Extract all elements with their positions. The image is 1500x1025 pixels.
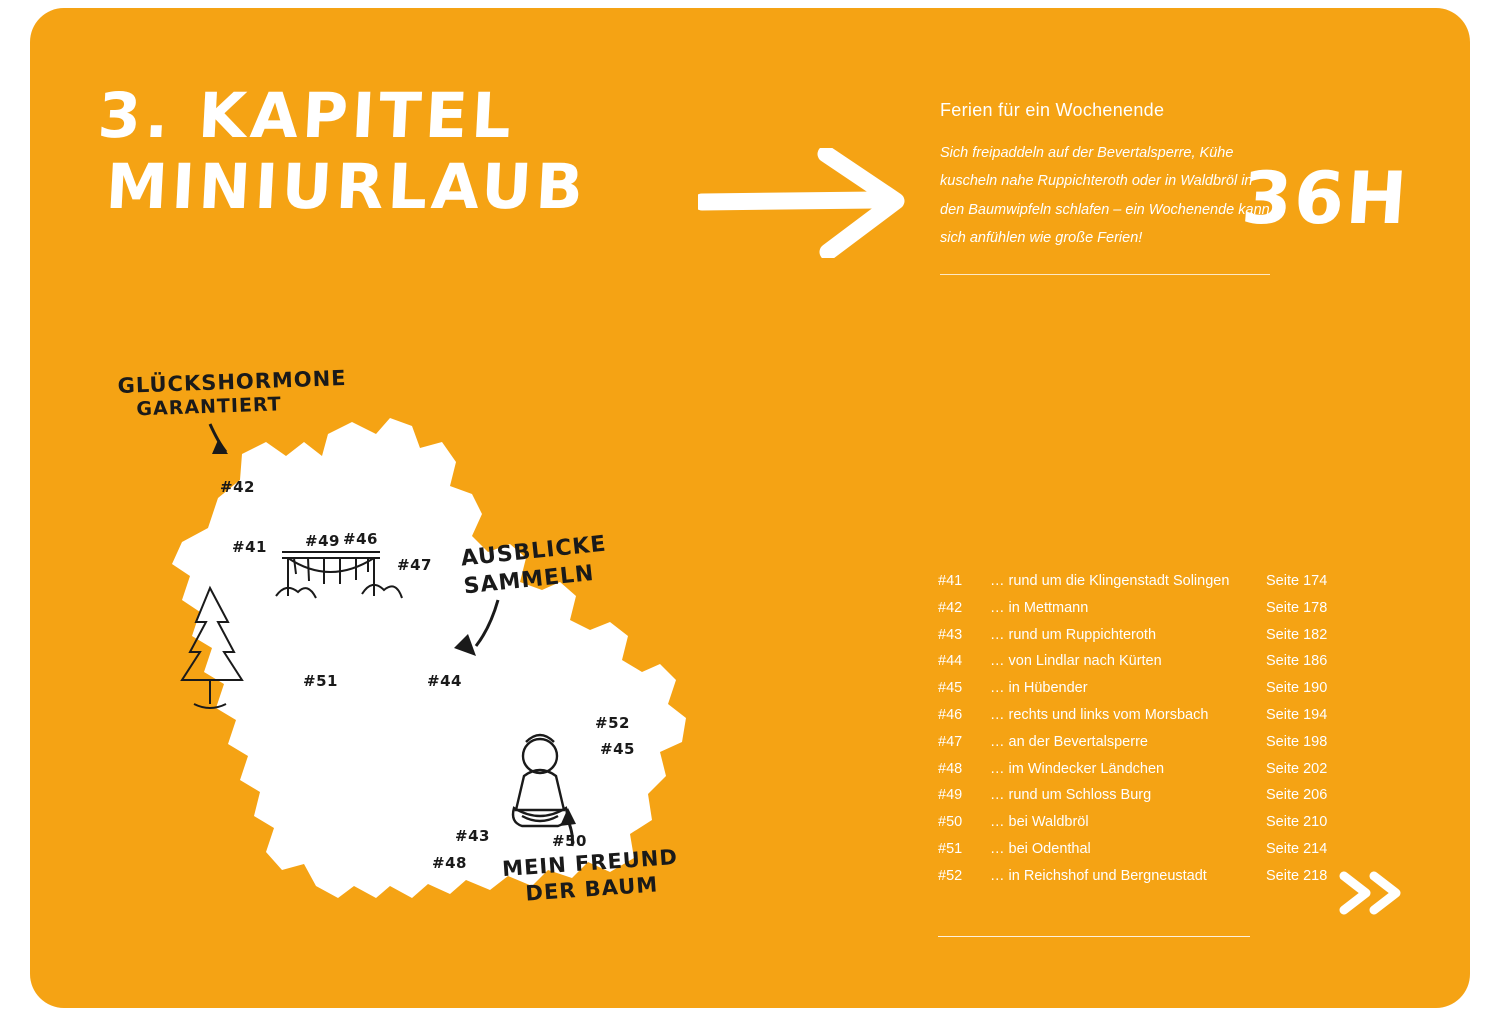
hours-badge: 36H <box>1238 156 1411 240</box>
index-number: #49 <box>938 787 963 804</box>
list-item[interactable] <box>938 814 1358 841</box>
list-item[interactable] <box>938 707 1358 734</box>
intro-block <box>940 100 1270 275</box>
map-pin-45[interactable]: #45 <box>600 740 635 758</box>
index-text: … rechts und links vom Morsbach <box>990 706 1209 723</box>
index-page: Seite 218 <box>1266 867 1328 884</box>
list-item[interactable] <box>938 841 1358 868</box>
map-note-ausblicke-line1: AUSBLICKE <box>459 531 608 572</box>
index-number: #48 <box>938 760 963 777</box>
index-page: Seite 194 <box>1266 706 1328 723</box>
index-number: #43 <box>938 626 963 643</box>
chapter-index-list <box>938 573 1358 895</box>
index-number: #45 <box>938 680 963 697</box>
map-note-ausblicke-line2: SAMMELN <box>462 560 596 600</box>
index-page: Seite 190 <box>1266 680 1328 697</box>
index-number: #47 <box>938 733 963 750</box>
index-text: … rund um Schloss Burg <box>990 787 1152 804</box>
list-item[interactable] <box>938 680 1358 707</box>
list-item[interactable] <box>938 600 1358 627</box>
map-pin-51[interactable]: #51 <box>303 672 338 690</box>
index-number: #51 <box>938 840 963 857</box>
index-text: … im Windecker Ländchen <box>990 760 1165 777</box>
index-text: … bei Waldbröl <box>990 814 1089 831</box>
list-item[interactable] <box>938 573 1358 600</box>
index-page: Seite 178 <box>1266 599 1328 616</box>
map-pin-48[interactable]: #48 <box>432 854 467 872</box>
index-number: #50 <box>938 814 963 831</box>
index-page: Seite 214 <box>1266 840 1328 857</box>
index-number: #44 <box>938 653 963 670</box>
index-page: Seite 202 <box>1266 760 1328 777</box>
index-divider <box>938 936 1250 937</box>
index-number: #41 <box>938 573 963 589</box>
intro-body: Sich freipaddeln auf der Bevertalsperre, Kühe kuscheln nahe Ruppichteroth oder in Waldbröl in den Baumwipfeln schlafen – ein Wochenende kann sich anfühlen wie große Ferien! <box>940 139 1270 275</box>
map-note-glueckshormone <box>117 366 348 422</box>
index-page: Seite 186 <box>1266 653 1328 670</box>
pointer-arrow-glueck-icon <box>210 424 228 454</box>
map-pin-41[interactable]: #41 <box>232 538 267 556</box>
map-pin-42[interactable]: #42 <box>220 478 255 496</box>
chapter-title-line2: MINIURLAUB <box>104 149 589 223</box>
double-chevron-right-icon <box>1338 870 1408 916</box>
index-number: #42 <box>938 599 963 616</box>
map-shape <box>90 338 890 978</box>
list-item[interactable] <box>938 653 1358 680</box>
map-pin-43[interactable]: #43 <box>455 827 490 845</box>
index-page: Seite 206 <box>1266 787 1328 804</box>
index-text: … von Lindlar nach Kürten <box>990 653 1162 670</box>
arrow-right-icon <box>698 148 918 258</box>
index-text: … in Reichshof und Bergneustadt <box>990 867 1207 884</box>
index-page: Seite 182 <box>1266 626 1328 643</box>
list-item[interactable] <box>938 627 1358 654</box>
intro-kicker: Ferien für ein Wochenende <box>940 100 1165 120</box>
index-page: Seite 210 <box>1266 814 1328 831</box>
index-page: Seite 198 <box>1266 733 1328 750</box>
map-pin-47[interactable]: #47 <box>397 556 432 574</box>
list-item[interactable] <box>938 787 1358 814</box>
page-title <box>96 79 718 223</box>
chapter-title-line1: 3. KAPITEL <box>96 79 517 152</box>
index-text: … in Hübender <box>990 680 1088 697</box>
list-item[interactable] <box>938 734 1358 761</box>
list-item[interactable] <box>938 761 1358 788</box>
map-note-glueckshormone-line1: GLÜCKSHORMONE <box>117 366 347 398</box>
region-map <box>90 338 890 978</box>
map-pin-44[interactable]: #44 <box>427 672 462 690</box>
map-note-glueckshormone-line2: GARANTIERT <box>136 393 283 421</box>
map-pin-46[interactable]: #46 <box>343 530 378 548</box>
chapter-panel <box>30 8 1470 1008</box>
map-pin-49[interactable]: #49 <box>305 532 340 550</box>
map-note-baum-line2: DER BAUM <box>524 872 659 906</box>
index-text: … rund um Ruppichteroth <box>990 626 1157 643</box>
map-pin-50[interactable]: #50 <box>552 832 587 850</box>
list-item[interactable] <box>938 868 1358 895</box>
map-note-baum-line1: MEIN FREUND <box>501 844 679 882</box>
index-text: … bei Odenthal <box>990 840 1091 857</box>
index-page: Seite 174 <box>1266 573 1328 589</box>
index-number: #46 <box>938 706 963 723</box>
index-number: #52 <box>938 867 963 884</box>
index-text: … an der Bevertalsperre <box>990 733 1148 750</box>
map-pin-52[interactable]: #52 <box>595 714 630 732</box>
index-text: … rund um die Klingenstadt Solingen <box>990 573 1230 589</box>
index-text: … in Mettmann <box>990 599 1089 616</box>
